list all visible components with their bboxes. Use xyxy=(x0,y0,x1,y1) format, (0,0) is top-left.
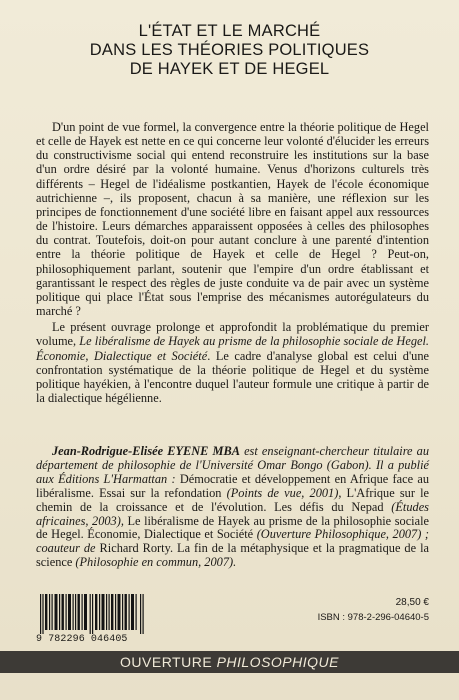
title-line-3: DE HAYEK ET DE HEGEL xyxy=(129,60,330,78)
blurb-paragraph-2 xyxy=(36,320,429,405)
series-name-prefix: OUVERTURE xyxy=(120,654,217,670)
price: 28,50 € xyxy=(395,597,429,608)
bio-collection-4: (Philosophie en commun, 2007). xyxy=(75,555,237,570)
bio-collection-3: (Ouverture Philosophique, 2007) ; coauteur de xyxy=(36,527,429,556)
author-bio xyxy=(36,445,429,570)
bio-book-2: L'Afrique sur le chemin de la croissance et de l'évolution. Les défis du Nepad xyxy=(36,485,429,514)
series-name xyxy=(0,652,459,672)
bio-collection-2: (Études africaines, 2003), xyxy=(36,499,429,528)
first-volume-title: Le libéralisme de Hayek au prisme de la philosophie sociale de Hegel. Économie, Dialectique et Société xyxy=(36,334,429,363)
book-title xyxy=(30,22,429,79)
barcode-number: 9 782296 046405 xyxy=(36,634,128,645)
barcode-area xyxy=(36,594,429,654)
bio-book-1: Démocratie et développement en Afrique face au libéralisme. Essai sur la refondation xyxy=(36,471,430,500)
bio-book-3: Le libéralisme de Hayek au prisme de la philosophie sociale de Hegel. Économie, Dialectique et Société xyxy=(36,513,429,542)
series-name-suffix: PHILOSOPHIQUE xyxy=(216,654,339,670)
bio-collection-1: (Points de vue, 2001), xyxy=(226,485,347,500)
isbn: ISBN : 978-2-296-04640-5 xyxy=(317,612,429,623)
barcode xyxy=(40,594,144,634)
author-bio-paragraph xyxy=(36,445,429,570)
author-name: Jean-Rodrigue-Elisée EYENE MBA xyxy=(52,444,240,458)
blurb-paragraph-1: D'un point de vue formel, la convergence entre la théorie politique de Hegel et celle de Hayek est nette en ce qui concerne leur volonté d'élucider les erreurs du constructivisme social qui entend reconstruire les institutions sur la base d'un ordre désiré par la volonté humaine. Venus d'horizons culturels très différents – Hegel de l'idéalisme postkantien, Hayek de l'école économique autrichienne –, ils proposent, chacun à sa manière, une réflexion sur les principes de fonctionnement d'une société libre en faisant appel aux ressources de l'histoire. Leurs démarches apparaissent opposées à celles des philosophes du contrat. Toutefois, doit-on pour autant conclure à une parenté d'intention entre la théorie politique de Hayek et celle de Hegel ? Peut-on, philosophiquement parlant, soutenir que l'empire d'un ordre établissant et garantissant le respect des règles de juste conduite va de pair avec un système politique qui place l'État sous l'emprise des mécanismes autorégulateurs du marché ? xyxy=(36,120,429,319)
paragraph-2-text-b: . Le cadre d'analyse global est celui d'une confrontation systématique de la théorie politique de Hegel et du système politique hayékien, à l'encontre duquel l'auteur formule une critique à partir de la dialectique hégélienne. xyxy=(36,348,429,405)
bio-book-4: Richard Rorty. La fin de la métaphysique et la pragmatique de la science xyxy=(36,541,430,570)
bio-intro: est enseignant-chercheur titulaire au département de philosophie de l'Université Omar Bongo (Gabon). Il a publié aux Éditions L'Harmattan : xyxy=(36,444,430,486)
title-line-1: L'ÉTAT ET LE MARCHÉ xyxy=(138,22,321,40)
paragraph-2-text-a: Le présent ouvrage prolonge et approfondit la problématique du premier volume, xyxy=(36,320,429,349)
title-line-2: DANS LES THÉORIES POLITIQUES xyxy=(89,41,370,59)
blurb xyxy=(36,120,429,405)
